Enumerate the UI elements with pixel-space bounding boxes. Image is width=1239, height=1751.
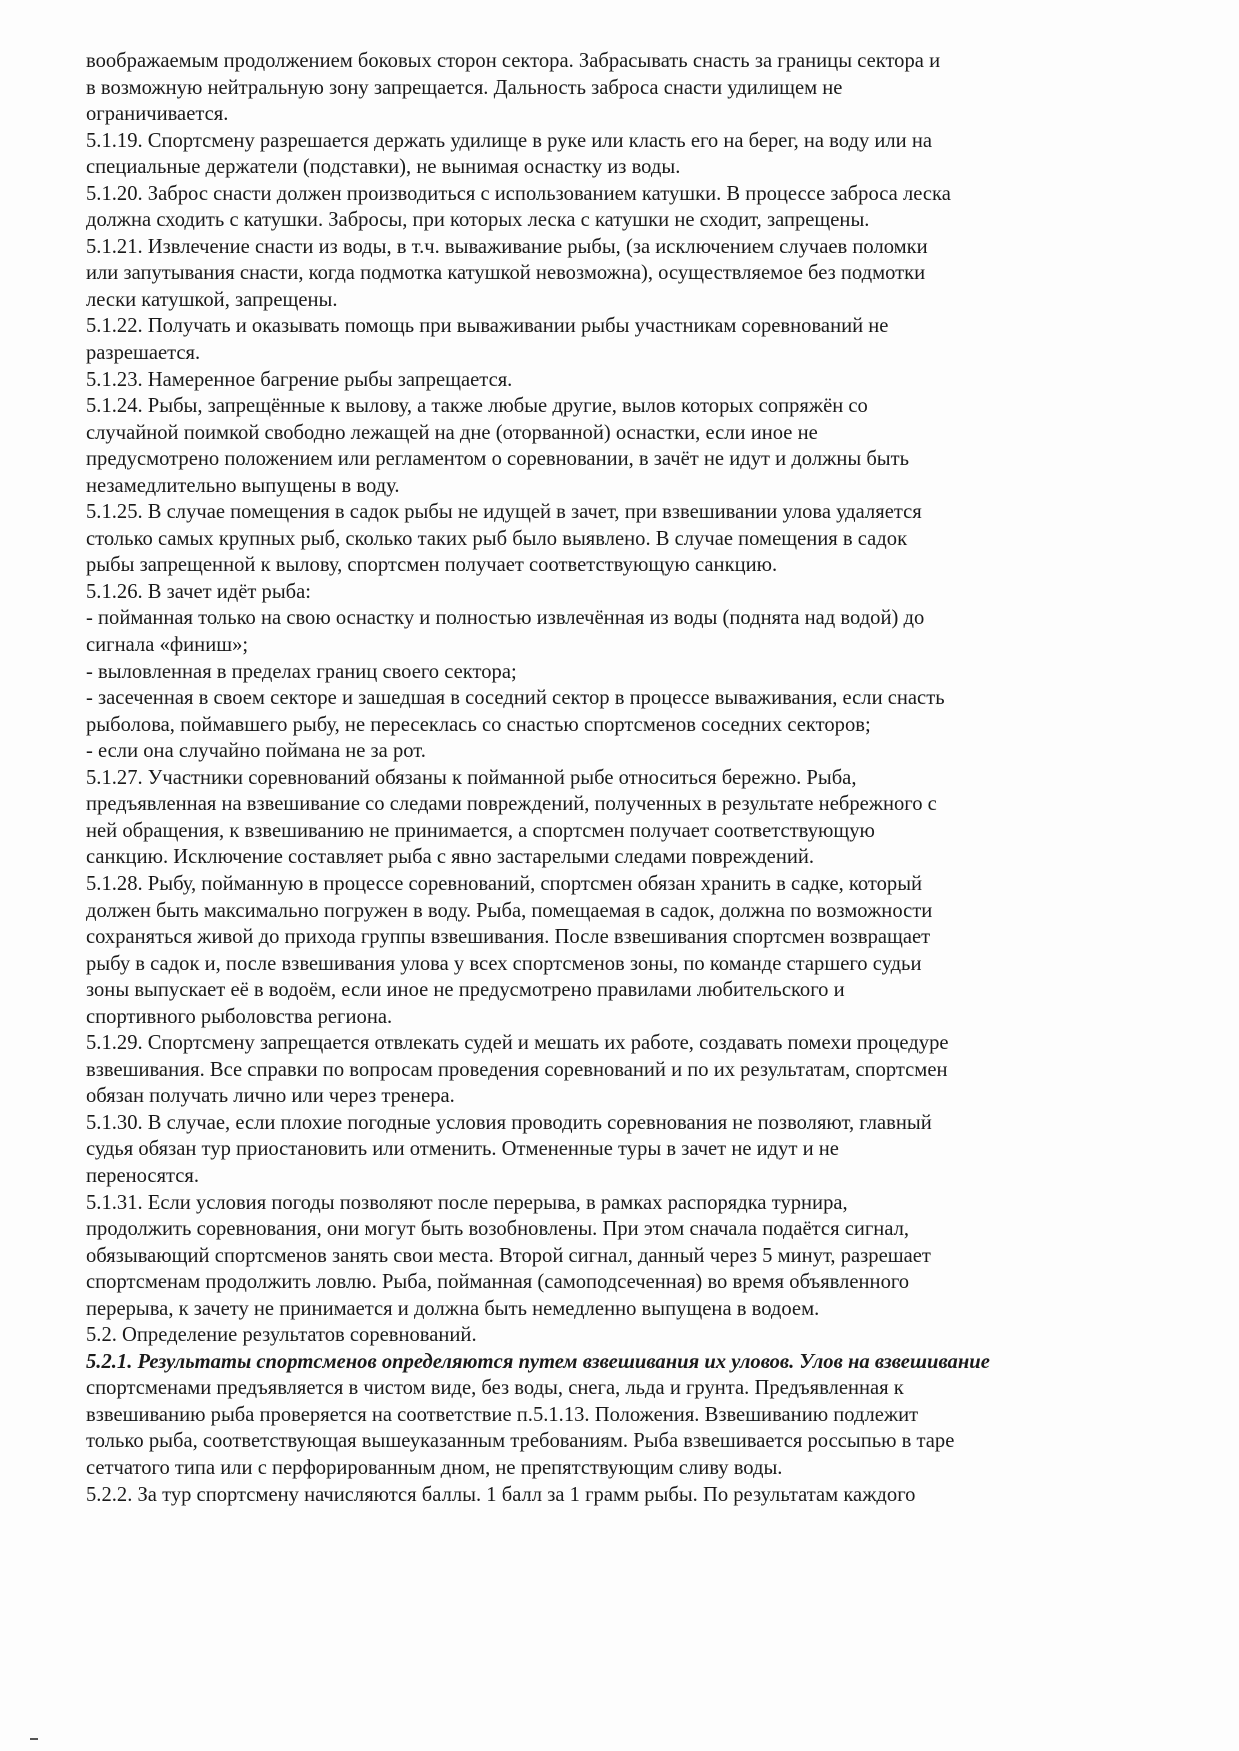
text-line: 5.1.30. В случае, если плохие погодные условия проводить соревнования не позволяют, главный [86,1111,932,1134]
text-line: 5.1.27. Участники соревнований обязаны к пойманной рыбе относиться бережно. Рыба, [86,766,857,789]
text-line: переносятся. [86,1164,200,1187]
text-line: незамедлительно выпущены в воду. [86,474,400,497]
scan-mark [30,1738,38,1740]
text-line: только рыба, соответствующая вышеуказанным требованиям. Рыба взвешивается россыпью в таре [86,1430,955,1453]
text-line: рыбы запрещенной к вылову, спортсмен получает соответствующую санкцию. [86,554,778,577]
text-line: 5.1.31. Если условия погоды позволяют после перерыва, в рамках распорядка турнира, [86,1191,848,1214]
text-line: - засеченная в своем секторе и зашедшая в соседний сектор в процессе вываживания, если снасть [86,687,945,710]
text-line: столько самых крупных рыб, сколько таких рыб было выявлено. В случае помещения в садок [86,527,908,550]
text-line: санкцию. Исключение составляет рыба с явно застарелыми следами повреждений. [86,846,815,869]
text-line: случайной поимкой свободно лежащей на дне (оторванной) оснастки, если иное не [86,421,818,444]
text-line: предусмотрено положением или регламентом о соревновании, в зачёт не идут и должны быть [86,448,910,471]
text-line: спортивного рыболовства региона. [86,1005,393,1028]
text-line: обязан получать лично или через тренера. [86,1085,455,1108]
text-line: 5.1.19. Спортсмену разрешается держать удилище в руке или класть его на берег, на воду или на [86,129,933,152]
text-line: должен быть максимально погружен в воду. Рыба, помещаемая в садок, должна по возможности [86,899,933,922]
text-line: ней обращения, к взвешиванию не принимается, а спортсмен получает соответствующую [86,819,875,842]
text-line: 5.1.21. Извлечение снасти из воды, в т.ч. вываживание рыбы, (за исключением случаев поломки [86,235,928,258]
text-line: судья обязан тур приостановить или отменить. Отмененные туры в зачет не идут и не [86,1138,839,1161]
text-line: должна сходить с катушки. Забросы, при которых леска с катушки не сходит, запрещены. [86,209,870,232]
text-line: сохраняться живой до прихода группы взвешивания. После взвешивания спортсмен возвращает [86,926,931,949]
text-line: 5.2.2. За тур спортсмену начисляются баллы. 1 балл за 1 грамм рыбы. По результатам каждого [86,1483,916,1506]
document-body [86,48,1146,1508]
text-line: сетчатого типа или с перфорированным дном, не препятствующим сливу воды. [86,1456,783,1479]
text-line: 5.1.29. Спортсмену запрещается отвлекать судей и мешать их работе, создавать помехи процедуре [86,1032,949,1055]
text-line: лески катушкой, запрещены. [86,288,338,311]
text-line: - выловленная в пределах границ своего сектора; [86,660,517,683]
text-line: воображаемым продолжением боковых сторон сектора. Забрасывать снасть за границы сектора и [86,50,941,72]
text-line: ограничивается. [86,103,229,126]
text-line: 5.1.28. Рыбу, пойманную в процессе соревнований, спортсмен обязан хранить в садке, который [86,872,923,895]
text-line: 5.1.26. В зачет идёт рыба: [86,580,312,603]
text-line: 5.1.24. Рыбы, запрещённые к вылову, а также любые другие, вылов которых сопряжён со [86,395,868,418]
text-line: разрешается. [86,342,201,365]
text-line: взвешивания. Все справки по вопросам проведения соревнований и по их результатам, спортсмен [86,1058,948,1081]
text-line: рыболова, поймавшего рыбу, не пересеклась со снастью спортсменов соседних секторов; [86,713,871,736]
text-line: взвешиванию рыба проверяется на соответствие п.5.1.13. Положения. Взвешиванию подлежит [86,1403,919,1426]
section-heading: 5.2.1. Результаты спортсменов определяются путем взвешивания их уловов. Улов на взвешивание [86,1350,990,1373]
text-line: спортсменами предъявляется в чистом виде, без воды, снега, льда и грунта. Предъявленная к [86,1377,904,1400]
text-line: - если она случайно поймана не за рот. [86,740,426,763]
text-line: - пойманная только на свою оснастку и полностью извлечённая из воды (поднята над водой) до [86,607,925,630]
text-line: специальные держатели (подставки), не вынимая оснастку из воды. [86,156,681,179]
text-line: 5.1.23. Намеренное багрение рыбы запрещается. [86,368,513,391]
text-line: или запутывания снасти, когда подмотка катушкой невозможна), осуществляемое без подмотки [86,262,926,285]
text-line: 5.1.20. Заброс снасти должен производиться с использованием катушки. В процессе заброса леска [86,182,951,205]
text-line: 5.1.22. Получать и оказывать помощь при вываживании рыбы участникам соревнований не [86,315,889,338]
text-line: 5.2. Определение результатов соревнований. [86,1324,477,1347]
text-line: сигнала «финиш»; [86,634,249,657]
text-line: в возможную нейтральную зону запрещается. Дальность заброса снасти удилищем не [86,76,843,99]
text-line: спортсменам продолжить ловлю. Рыба, пойманная (самоподсеченная) во время объявленного [86,1271,910,1294]
text-line: предъявленная на взвешивание со следами повреждений, полученных в результате небрежного с [86,793,937,816]
text-line: 5.1.25. В случае помещения в садок рыбы не идущей в зачет, при взвешивании улова удаляется [86,501,922,524]
text-line: рыбу в садок и, после взвешивания улова у всех спортсменов зоны, по команде старшего судьи [86,952,922,975]
text-line: продолжить соревнования, они могут быть возобновлены. При этом сначала подаётся сигнал, [86,1218,910,1241]
text-line: обязывающий спортсменов занять свои места. Второй сигнал, данный через 5 минут, разрешает [86,1244,931,1267]
text-line: зоны выпускает её в водоём, если иное не предусмотрено правилами любительского и [86,979,845,1002]
text-line: перерыва, к зачету не принимается и должна быть немедленно выпущена в водоем. [86,1297,820,1320]
